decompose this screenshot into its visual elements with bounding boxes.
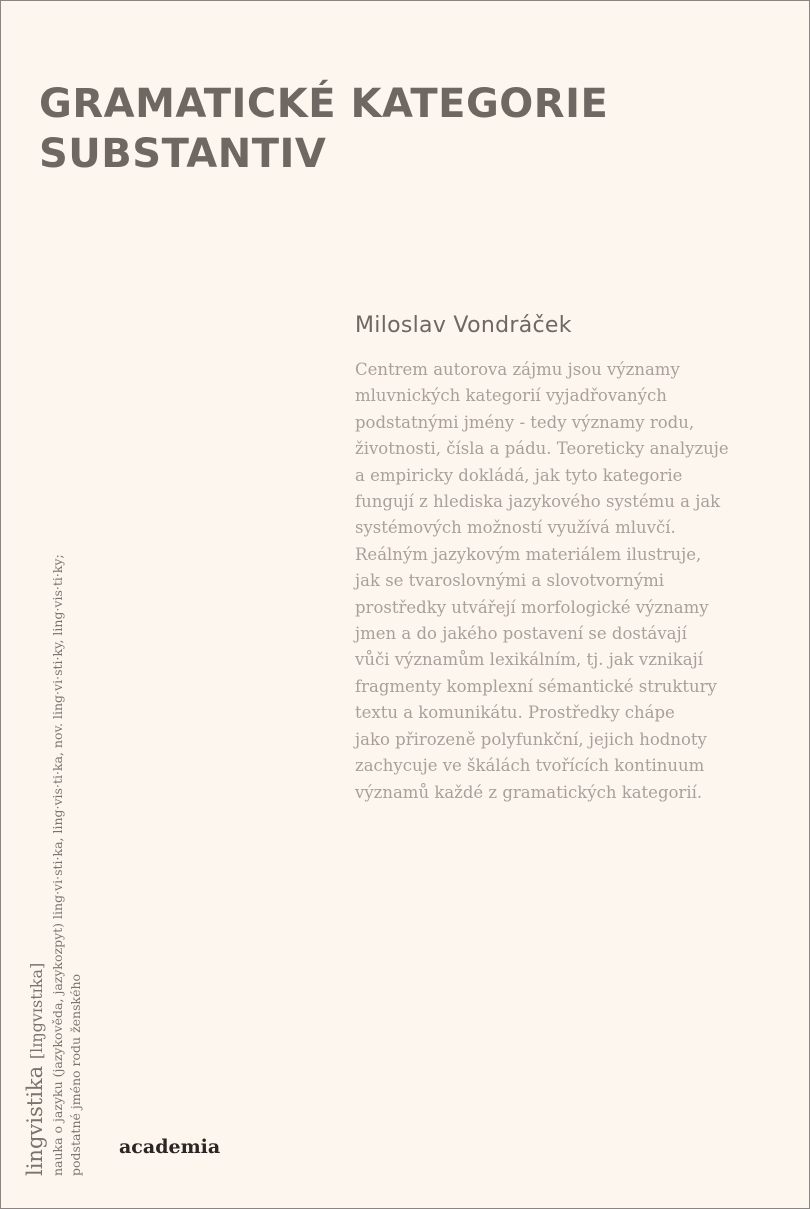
vertical-definition <box>23 554 85 1176</box>
blurb-line: fungují z hlediska jazykového systému a jak <box>355 492 721 512</box>
author-name: Miloslav Vondráček <box>355 313 572 338</box>
blurb-line: textu a komunikátu. Prostředky chápe <box>355 703 675 723</box>
definition-word: lingvistika <box>23 1065 47 1176</box>
blurb-line: jako přirozeně polyfunkční, jejich hodnoty <box>355 729 707 749</box>
blurb-line: významů každé z gramatických kategorií. <box>355 782 703 802</box>
blurb-line: mluvnických kategorií vyjadřovaných <box>355 386 667 406</box>
definition-grammar: podstatné jméno rodu ženského <box>68 973 83 1176</box>
title-line-2: SUBSTANTIV <box>39 131 327 177</box>
blurb-line: podstatnými jmény - tedy významy rodu, <box>355 412 695 432</box>
blurb-line: Centrem autorova zájmu jsou významy <box>355 360 680 379</box>
blurb-line: fragmenty komplexní sémantické struktury <box>355 676 717 696</box>
blurb-line: jmen a do jakého postavení se dostávají <box>355 624 687 644</box>
blurb-line: zachycuje ve škálách tvořících kontinuum <box>355 756 705 776</box>
blurb-line: a empiricky dokládá, jak tyto kategorie <box>355 465 683 485</box>
book-title <box>39 79 608 179</box>
definition-pronunciation: [lɪŋgvɪstɪka] <box>27 962 46 1060</box>
blurb-line: jak se tvaroslovnými a slovotvornými <box>355 571 665 591</box>
title-line-1: GRAMATICKÉ KATEGORIE <box>39 81 609 127</box>
definition-headword <box>23 554 49 1176</box>
blurb-line: Reálným jazykovým materiálem ilustruje, <box>355 544 702 564</box>
blurb-text <box>355 357 755 806</box>
publisher-logo: academia <box>119 1136 221 1158</box>
blurb-line: vůči významům lexikálním, tj. jak vznikají <box>355 650 704 670</box>
blurb-line: systémových možností využívá mluvčí. <box>355 518 676 538</box>
definition-meaning: nauka o jazyku (jazykověda, jazykozpyt) ling·vi·sti·ka, ling·vis·ti·ka, nov. ling·vi·sti·ky, ling·vis·ti·ky; <box>50 554 65 1176</box>
blurb-line: životnosti, čísla a pádu. Teoreticky analyzuje <box>355 439 729 459</box>
blurb-line: prostředky utvářejí morfologické významy <box>355 597 709 617</box>
